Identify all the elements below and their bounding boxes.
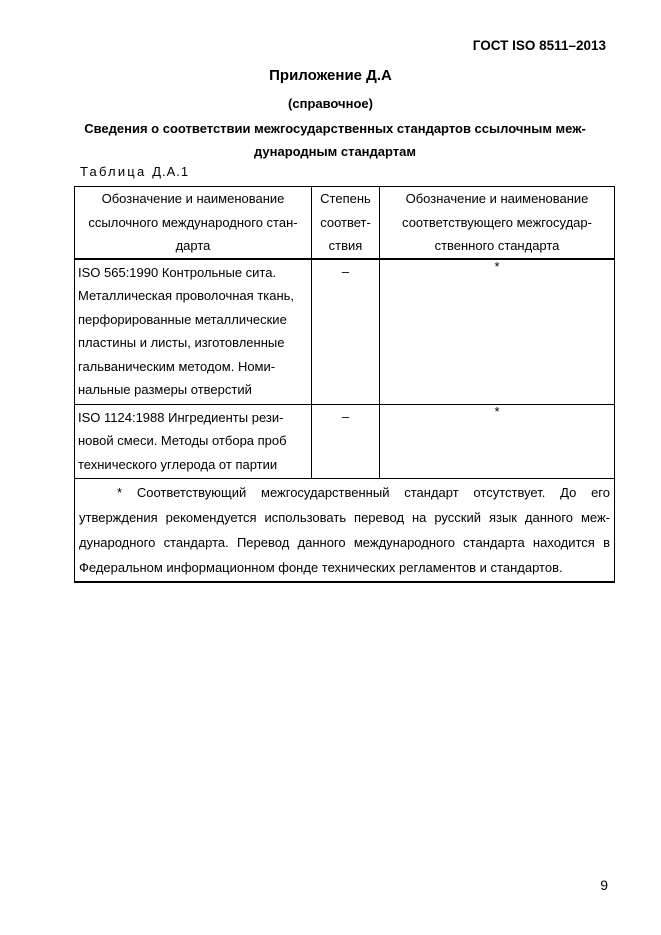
table-row (75, 259, 615, 405)
header-interstate-standard: Обозначение и наименование соответствующего межгосудар-ственного стандарта (380, 187, 615, 259)
table-caption-number: Д.А.1 (152, 164, 190, 179)
header-international-standard: Обозначение и наименование ссылочного международного стан-дарта (75, 187, 312, 259)
table-footnote-row (75, 479, 615, 583)
cell-international-standard: ISO 565:1990 Контрольные сита. Металлическая проволочная ткань, перфорированные металлические пластины и листы, изготовленные гальваническим методом. Номи-нальные размеры отверстий (75, 259, 312, 405)
page-number: 9 (600, 877, 608, 893)
table-footnote (75, 479, 615, 583)
cell-international-standard: ISO 1124:1988 Ингредиенты рези-новой смеси. Методы отбора проб технического углерода от партии (75, 404, 312, 479)
cell-interstate-standard: * (380, 259, 615, 405)
correspondence-table (74, 186, 615, 583)
table-caption (80, 164, 189, 179)
table-caption-word: Таблица (80, 164, 147, 179)
document-code: ГОСТ ISO 8511–2013 (472, 38, 606, 53)
table-header-row (75, 187, 615, 259)
cell-interstate-standard: * (380, 404, 615, 479)
footnote-text: * Соответствующий межгосударственный стандарт отсутствует. До его утверждения рекомендуется использовать перевод на русский язык данного меж-дународного стандарта. Перевод данного международного стандарта находится в Федеральном информационном фонде технических регламентов и стандартов. (79, 485, 610, 575)
appendix-title: Приложение Д.А (269, 67, 392, 84)
cell-degree: – (312, 259, 380, 405)
appendix-description: Сведения о соответствии межгосударственных стандартов ссылочным меж-дународным стандартам (84, 121, 586, 159)
appendix-subtitle: (справочное) (288, 96, 373, 111)
header-degree-of-correspondence: Степень соответ-ствия (312, 187, 380, 259)
cell-degree: – (312, 404, 380, 479)
table-row (75, 404, 615, 479)
